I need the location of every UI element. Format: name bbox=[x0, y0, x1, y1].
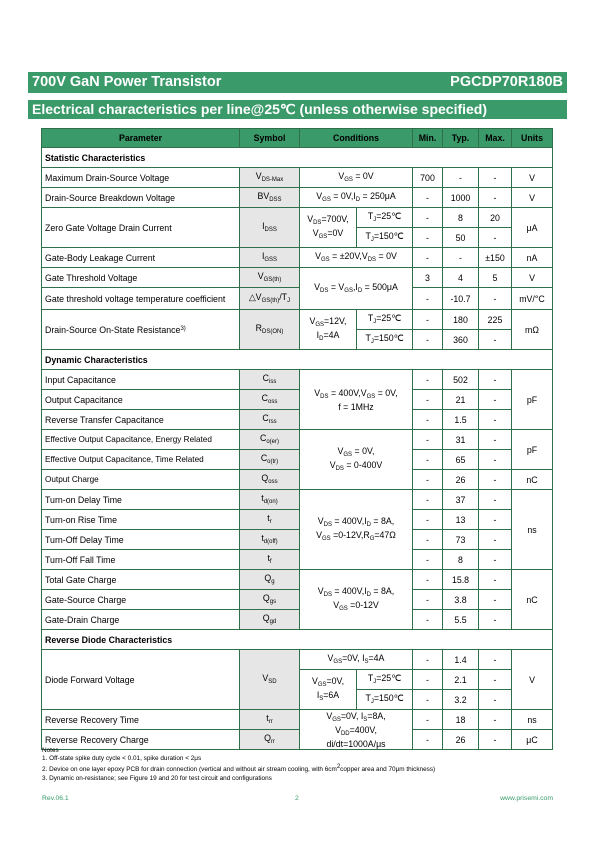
table-row: Gate threshold voltage temperature coefficient $\triangle V_{GS(th)}/T_J$ - -10.7 - mV/°C bbox=[42, 288, 553, 310]
condition: $T_J=150℃$ bbox=[357, 690, 413, 710]
symbol: $\triangle V_{GS(th)}/T_J$ bbox=[240, 288, 300, 310]
product-title: 700V GaN Power Transistor bbox=[32, 74, 222, 90]
symbol: $t_r$ bbox=[240, 510, 300, 530]
condition: $V_{GS}=12V$, $I_D=4A$ bbox=[300, 310, 357, 350]
symbol: $R_{DS(ON)}$ bbox=[240, 310, 300, 350]
symbol: $V_{SD}$ bbox=[240, 650, 300, 710]
table-row: $T_J=150℃$ - 50 - bbox=[42, 228, 553, 248]
symbol: $Q_{rr}$ bbox=[240, 730, 300, 750]
table-row: $T_J=150℃$ - 3.2 - bbox=[42, 690, 553, 710]
note-3: 3. Dynamic on-resistance; see Figure 19 and 20 for test circuit and configurations bbox=[42, 774, 272, 782]
condition: $V_{GS} = 0V$, $V_{DS} = 0-400V$ bbox=[300, 430, 413, 490]
condition: $V_{GS} = \pm 20V,V_{DS} = 0V$ bbox=[300, 248, 413, 268]
table-row: Turn-Off Fall Time $t_f$ - 8 - bbox=[42, 550, 553, 570]
table-row: Gate-Drain Charge $Q_{gd}$ - 5.5 - bbox=[42, 610, 553, 630]
note-1: 1. Off-state spike duty cycle < 0.01, spike duration < 2μs bbox=[42, 755, 202, 763]
table-row: Output Charge $Q_{oss}$ - 26 - nC bbox=[42, 470, 553, 490]
table-row: Effective Output Capacitance, Time Related $C_{o(tr)}$ - 65 - bbox=[42, 450, 553, 470]
table-row: Turn-on Rise Time $t_r$ - 13 - bbox=[42, 510, 553, 530]
page-number: 2 bbox=[295, 795, 299, 802]
title-bar bbox=[28, 72, 567, 93]
col-symbol: Symbol bbox=[240, 129, 300, 148]
condition: $V_{GS} = 0V,I_D = 250\mu A$ bbox=[300, 188, 413, 208]
col-conditions: Conditions bbox=[300, 129, 413, 148]
condition: $V_{DS}=700V$, $V_{GS}=0V$ bbox=[300, 208, 357, 248]
symbol: $I_{GSS}$ bbox=[240, 248, 300, 268]
table-row: Gate-Source Charge $Q_{gs}$ - 3.8 - bbox=[42, 590, 553, 610]
symbol: $V_{GS(th)}$ bbox=[240, 268, 300, 288]
col-min: Min. bbox=[413, 129, 443, 148]
col-parameter: Parameter bbox=[42, 129, 240, 148]
table-row: $V_{GS}=0V$, $I_S=6A$ $T_J=25℃$ - 2.1 - bbox=[42, 670, 553, 690]
condition: $T_J=150℃$ bbox=[357, 330, 413, 350]
symbol: $t_{d(off)}$ bbox=[240, 530, 300, 550]
condition: $V_{DS} = 400V,I_D = 8A$, $V_{GS} =0-12V$ bbox=[300, 570, 413, 630]
table-row: Total Gate Charge $Q_g$ $V_{DS} = 400V,I_D = 8A$, $V_{GS} =0-12V$ - 15.8 - nC bbox=[42, 570, 553, 590]
condition: $V_{GS} = 0V$ bbox=[300, 168, 413, 188]
condition: $T_J=25℃$ bbox=[357, 670, 413, 690]
symbol: $Q_{oss}$ bbox=[240, 470, 300, 490]
col-typ: Typ. bbox=[443, 129, 479, 148]
section-title: Electrical characteristics per line@25℃ (unless otherwise specified) bbox=[32, 101, 488, 117]
table-row: Maximum Drain-Source Voltage $V_{DS-Max}$ $V_{GS} = 0V$ 700 - - V bbox=[42, 168, 553, 188]
table-row: Zero Gate Voltage Drain Current $I_{DSS}$ $V_{DS}=700V$, $V_{GS}=0V$ $T_J=25℃$ - 8 20 μA bbox=[42, 208, 553, 228]
table-row: Reverse Recovery Charge $Q_{rr}$ - 26 - μC bbox=[42, 730, 553, 750]
col-units: Units bbox=[512, 129, 553, 148]
table-row: Effective Output Capacitance, Energy Related $C_{o(er)}$ $V_{GS} = 0V$, $V_{DS} = 0-400V$ - 31 - pF bbox=[42, 430, 553, 450]
condition: $V_{DS} = V_{GS},I_D = 500\mu A$ bbox=[300, 268, 413, 310]
table-row: Drain-Source Breakdown Voltage $BV_{DSS}$ $V_{GS} = 0V,I_D = 250\mu A$ - 1000 - V bbox=[42, 188, 553, 208]
table-row: Drain-Source On-State Resistance$^{3)}$ $R_{DS(ON)}$ $V_{GS}=12V$, $I_D=4A$ $T_J=25℃$ - 180 225 mΩ bbox=[42, 310, 553, 330]
revision: Rev.06.1 bbox=[42, 795, 69, 802]
notes bbox=[42, 747, 435, 783]
section-static: Statistic Characteristics bbox=[42, 148, 553, 168]
table-row: Turn-on Delay Time $t_{d(on)}$ $V_{DS} = 400V,I_D = 8A$, $V_{GS} =0-12V,R_G=47\Omega$ - 37 - ns bbox=[42, 490, 553, 510]
symbol: $C_{o(tr)}$ bbox=[240, 450, 300, 470]
symbol: $Q_g$ bbox=[240, 570, 300, 590]
section-reverse-diode: Reverse Diode Characteristics bbox=[42, 630, 553, 650]
condition: $T_J=150℃$ bbox=[357, 228, 413, 248]
symbol: $I_{DSS}$ bbox=[240, 208, 300, 248]
symbol: $C_{iss}$ bbox=[240, 370, 300, 390]
symbol: $BV_{DSS}$ bbox=[240, 188, 300, 208]
symbol: $Q_{gd}$ bbox=[240, 610, 300, 630]
condition: $V_{DS} = 400V,I_D = 8A$, $V_{GS} =0-12V,R_G=47\Omega$ bbox=[300, 490, 413, 570]
symbol: $t_{d(on)}$ bbox=[240, 490, 300, 510]
electrical-characteristics-table bbox=[41, 128, 553, 750]
symbol: $Q_{gs}$ bbox=[240, 590, 300, 610]
condition: $V_{GS}=0V$, $I_S=8A$, $V_{DD}=400V$, di/dt=1000A/μs bbox=[300, 710, 413, 750]
table-row: Diode Forward Voltage $V_{SD}$ $V_{GS}=0V$, $I_S=4A$ - 1.4 - V bbox=[42, 650, 553, 670]
symbol: $C_{rss}$ bbox=[240, 410, 300, 430]
table-header-row bbox=[42, 129, 553, 148]
symbol: $V_{DS-Max}$ bbox=[240, 168, 300, 188]
website-link[interactable]: www.prisemi.com bbox=[500, 795, 553, 802]
condition: $T_J=25℃$ bbox=[357, 208, 413, 228]
note-2: 2. Device on one layer epoxy PCB for drain connection (vertical and without air stream cooling, with $6cm^2copper$ area and 70μm thickness) bbox=[42, 764, 436, 774]
section-bar bbox=[28, 100, 567, 119]
condition: $V_{DS} = 400V,V_{GS} = 0V$, f = 1MHz bbox=[300, 370, 413, 430]
table-row: Turn-Off Delay Time $t_{d(off)}$ - 73 - bbox=[42, 530, 553, 550]
table-row: Output Capacitance $C_{oss}$ - 21 - bbox=[42, 390, 553, 410]
condition: $T_J=25℃$ bbox=[357, 310, 413, 330]
table-row: Gate-Body Leakage Current $I_{GSS}$ $V_{GS} = \pm 20V,V_{DS} = 0V$ - - ±150 nA bbox=[42, 248, 553, 268]
notes-title: Notes bbox=[42, 747, 59, 754]
symbol: $C_{oss}$ bbox=[240, 390, 300, 410]
part-number: PGCDP70R180B bbox=[450, 74, 563, 90]
symbol: $t_{rr}$ bbox=[240, 710, 300, 730]
condition: $V_{GS}=0V$, $I_S=4A$ bbox=[300, 650, 413, 670]
col-max: Max. bbox=[479, 129, 512, 148]
symbol: $C_{o(er)}$ bbox=[240, 430, 300, 450]
condition: $V_{GS}=0V$, $I_S=6A$ bbox=[300, 670, 357, 710]
symbol: $t_f$ bbox=[240, 550, 300, 570]
table-row: Reverse Recovery Time $t_{rr}$ $V_{GS}=0V$, $I_S=8A$, $V_{DD}=400V$, di/dt=1000A/μs - 18 - ns bbox=[42, 710, 553, 730]
table-row: Input Capacitance $C_{iss}$ $V_{DS} = 400V,V_{GS} = 0V$, f = 1MHz - 502 - pF bbox=[42, 370, 553, 390]
table-row: $T_J=150℃$ - 360 - bbox=[42, 330, 553, 350]
table-row: Reverse Transfer Capacitance $C_{rss}$ - 1.5 - bbox=[42, 410, 553, 430]
section-dynamic: Dynamic Characteristics bbox=[42, 350, 553, 370]
table-row: Gate Threshold Voltage $V_{GS(th)}$ $V_{DS} = V_{GS},I_D = 500\mu A$ 3 4 5 V bbox=[42, 268, 553, 288]
